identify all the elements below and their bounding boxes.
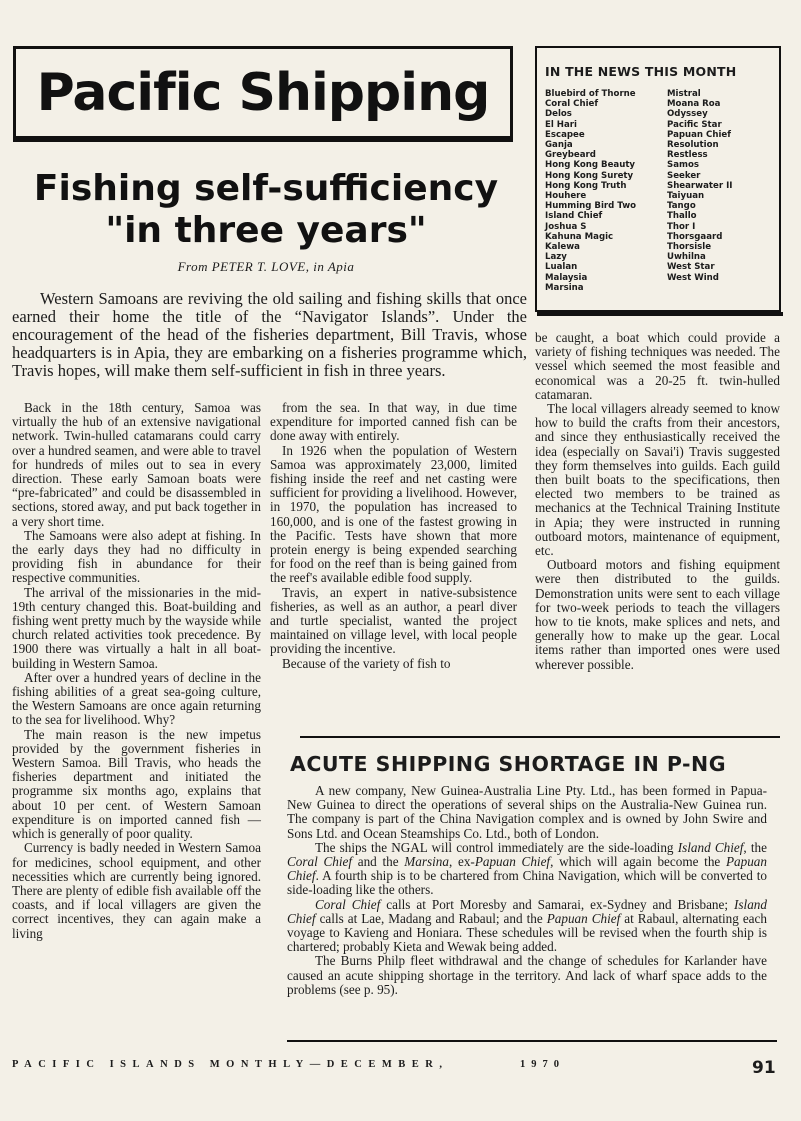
paragraph: Currency is badly needed in Western Samoa for medicines, school equipment, and other necessities which are currently being ignored. There are plenty of edible fish available off the coasts, and if local villagers are given the correct incentives, they can again make a living bbox=[12, 840, 261, 941]
paragraph: Because of the variety of fish to bbox=[282, 655, 451, 671]
list-item: Escapee bbox=[545, 129, 585, 140]
paragraph: be caught, a boat which could provide a variety of fishing techniques was needed. The vessel which seemed the most feasible and economical was a 20-25 ft. twin-hulled catamaran. bbox=[535, 330, 780, 402]
paragraph: The local villagers already seemed to know how to build the crafts from their ancestors, and since they enthusiastically received the idea (especially on Savai'i) Travis suggested they form themselves into guilds. Each guild then built boats to the specifications, then elected two members to be trained as mechanics at the Technical Training Institute in Apia; they were instructed in running outboard motors, maintenance of equipment, etc. bbox=[535, 401, 780, 559]
list-item: Humming Bird Two bbox=[545, 201, 637, 212]
list-item: Thallo bbox=[667, 211, 697, 222]
article-headline bbox=[16, 168, 516, 252]
list-item: Bluebird of Thorne bbox=[545, 89, 636, 99]
paragraph: The Samoans were also adept at fishing. In the early days they had no difficulty in providing fish in abundance for their respective communities. bbox=[12, 527, 261, 586]
paragraph: The arrival of the missionaries in the mid-19th century changed this. Boat-building and fishing went pretty much by the wayside while church related activities took precedence. By 1900 there was virtually a halt in all boat-building in Western Samoa. bbox=[12, 584, 261, 671]
list-item: Samos bbox=[667, 160, 699, 171]
list-item: Resolution bbox=[667, 140, 719, 151]
text: and the bbox=[352, 854, 405, 870]
list-item: Thorsgaard bbox=[667, 231, 723, 242]
paragraph: Outboard motors and fishing equipment were then distributed to the guilds. Demonstration units were sent to each village for two-week periods to teach the villagers how to tie knots, make splices and nets, and generally how to make up the gear. Local items rather than imported ones were used wherever possible. bbox=[535, 557, 780, 672]
paragraph: After over a hundred years of decline in the fishing abilities of a great sea-going culture, the Western Samoans are once again returning to the sea for livelihood. Why? bbox=[12, 669, 261, 728]
text: , which will again become the bbox=[550, 854, 726, 870]
list-item: Hong Kong Surety bbox=[545, 170, 634, 181]
list-item: Kahuna Magic bbox=[545, 231, 614, 242]
footer-rule bbox=[287, 1040, 777, 1042]
text: The ships the NGAL will control immediately are the side-loading bbox=[315, 839, 678, 855]
list-item: Uwhilna bbox=[667, 252, 706, 263]
paragraph: Travis, an expert in native-subsistence fisheries, as well as an author, a pearl diver and turtle specialist, wanted the project maintained on village level, with local people providing the incentive. bbox=[270, 584, 517, 657]
list-item: Seeker bbox=[667, 170, 701, 181]
headline-line-2: "in three years" bbox=[105, 210, 427, 251]
list-item: Ganja bbox=[545, 140, 573, 151]
acute-shortage-article bbox=[287, 784, 767, 997]
ship-name: Marsina bbox=[404, 854, 449, 870]
list-item: Greybeard bbox=[545, 150, 596, 161]
paragraph: The Burns Philp fleet withdrawal and the change of schedules for Karlander have caused an acute shipping shortage in the territory. And lack of wharf space adds to the problems (see p. 95). bbox=[287, 953, 767, 997]
paragraph bbox=[287, 841, 767, 898]
list-item: Lazy bbox=[545, 252, 567, 263]
ship-name: Coral Chief bbox=[315, 896, 381, 912]
news-list-left bbox=[545, 89, 667, 293]
ship-name: Coral Chief bbox=[287, 854, 353, 870]
list-item: West Wind bbox=[667, 272, 719, 283]
list-item: Pacific Star bbox=[667, 119, 722, 130]
article-column-3 bbox=[535, 331, 780, 672]
list-item: Papuan Chief bbox=[667, 129, 731, 140]
article-column-2 bbox=[270, 401, 517, 671]
list-item: Kalewa bbox=[545, 242, 580, 253]
headline-line-1: Fishing self-sufficiency bbox=[33, 168, 499, 209]
text: , ex- bbox=[448, 854, 475, 870]
intro-paragraph: Western Samoans are reviving the old sailing and fishing skills that once earned their home the title of the “Navigator Islands”. Under the encouragement of the head of the fisheries department, Bill Travis, whose headquarters is in Apia, they are embarking on a fisheries programme which, Travis hopes, will make them self-sufficient in fish in three years. bbox=[12, 289, 527, 380]
list-item: El Hari bbox=[545, 119, 577, 130]
list-item: Joshua S bbox=[545, 221, 587, 232]
text: . A fourth ship is to be chartered from China Navigation, which will be converted to side-loading like the others. bbox=[287, 868, 767, 898]
list-item: Moana Roa bbox=[667, 99, 721, 110]
paragraph bbox=[287, 898, 767, 955]
footer-publication: PACIFIC ISLANDS MONTHLY—DECEMBER, bbox=[12, 1059, 449, 1070]
article-intro bbox=[12, 290, 527, 380]
list-item: Odyssey bbox=[667, 109, 708, 120]
masthead bbox=[13, 46, 513, 142]
page-number: 91 bbox=[752, 1058, 776, 1078]
paragraph: In 1926 when the population of Western Samoa was approximately 23,000, limited fishing inside the reef and net casting were sufficient for providing a livelihood. However, in 1970, the population has increased to 160,000, and is one of the fastest growing in the Pacific. Tests have shown that more protein energy is being expended searching for food on the reef than is being gained from the reef's available edible food supply. bbox=[270, 442, 517, 586]
list-item: Tango bbox=[667, 201, 696, 212]
list-item: Hong Kong Beauty bbox=[545, 160, 636, 171]
in-the-news-box bbox=[535, 46, 781, 312]
news-box-shadow-rule bbox=[537, 312, 783, 316]
list-item: Thor I bbox=[667, 221, 696, 232]
list-item: Hong Kong Truth bbox=[545, 180, 627, 191]
masthead-title: Pacific Shipping bbox=[36, 62, 490, 123]
list-item: Lualan bbox=[545, 262, 578, 273]
paragraph: The main reason is the new impetus provided by the government fisheries in Western Samoa. Bill Travis, who heads the fisheries department and initiated the programme six months ago, explains that about 10 per cent. of Western Samoan expenditure is on imported canned fish —which is generally of poor quality. bbox=[12, 726, 261, 842]
byline: From PETER T. LOVE, in Apia bbox=[177, 259, 355, 274]
text: calls at Port Moresby and Samarai, ex-Sydney and Brisbane; bbox=[380, 896, 735, 912]
list-item: Houhere bbox=[545, 191, 587, 202]
list-item: Island Chief bbox=[545, 211, 603, 222]
list-item: Coral Chief bbox=[545, 99, 599, 110]
ship-name: Island Chief bbox=[677, 839, 744, 855]
text: , the bbox=[743, 839, 767, 855]
paragraph: A new company, New Guinea-Australia Line Pty. Ltd., has been formed in Papua-New Guinea to direct the operations of several ships on the Australia-New Guinea run. The company is part of the China Navigation complex and is owned by John Swire and Sons Ltd. and Ocean Steamships Co. Ltd., both of London. bbox=[287, 783, 767, 841]
ship-name: Island Chief bbox=[287, 896, 767, 926]
list-item: Thorsisle bbox=[667, 242, 712, 253]
ship-name: Papuan Chief bbox=[287, 854, 767, 884]
list-item: Malaysia bbox=[545, 272, 588, 283]
list-item: Mistral bbox=[667, 89, 701, 99]
article-column-1 bbox=[12, 401, 261, 941]
list-item: Taiyuan bbox=[667, 191, 705, 202]
list-item: Shearwater II bbox=[667, 180, 733, 191]
ship-name: Papuan Chief bbox=[546, 910, 621, 926]
news-list-right bbox=[667, 89, 732, 293]
paragraph: Back in the 18th century, Samoa was virtually the hub of an extensive navigational network. Twin-hulled catamarans could carry over a hundred seamen, and were able to travel for hundreds of miles out to sea in every direction. These early Samoan boats were “pre-fabricated” and could be disassembled in sections, stored away, and put back together in a very short time. bbox=[12, 400, 261, 529]
text: calls at Lae, Madang and Rabaul; and the bbox=[315, 910, 547, 926]
ship-name: Papuan Chief bbox=[474, 854, 551, 870]
section-divider bbox=[300, 736, 780, 738]
news-lists bbox=[545, 89, 771, 293]
paragraph: from the sea. In that way, in due time expenditure for imported canned fish can be done away with entirely. bbox=[270, 400, 517, 444]
news-box-title: IN THE NEWS THIS MONTH bbox=[545, 64, 737, 79]
text: at Rabaul, alternating each voyage to Kavieng and Honiara. These schedules will be revised when the fourth ship is chartered; probably Kieta and Wewak being added. bbox=[287, 910, 767, 955]
list-item: Marsina bbox=[545, 282, 584, 293]
acute-shortage-headline: ACUTE SHIPPING SHORTAGE IN P-NG bbox=[290, 752, 727, 776]
list-item: Delos bbox=[545, 109, 572, 120]
footer-year: 1970 bbox=[520, 1059, 565, 1070]
list-item: West Star bbox=[667, 262, 715, 273]
list-item: Restless bbox=[667, 150, 708, 161]
